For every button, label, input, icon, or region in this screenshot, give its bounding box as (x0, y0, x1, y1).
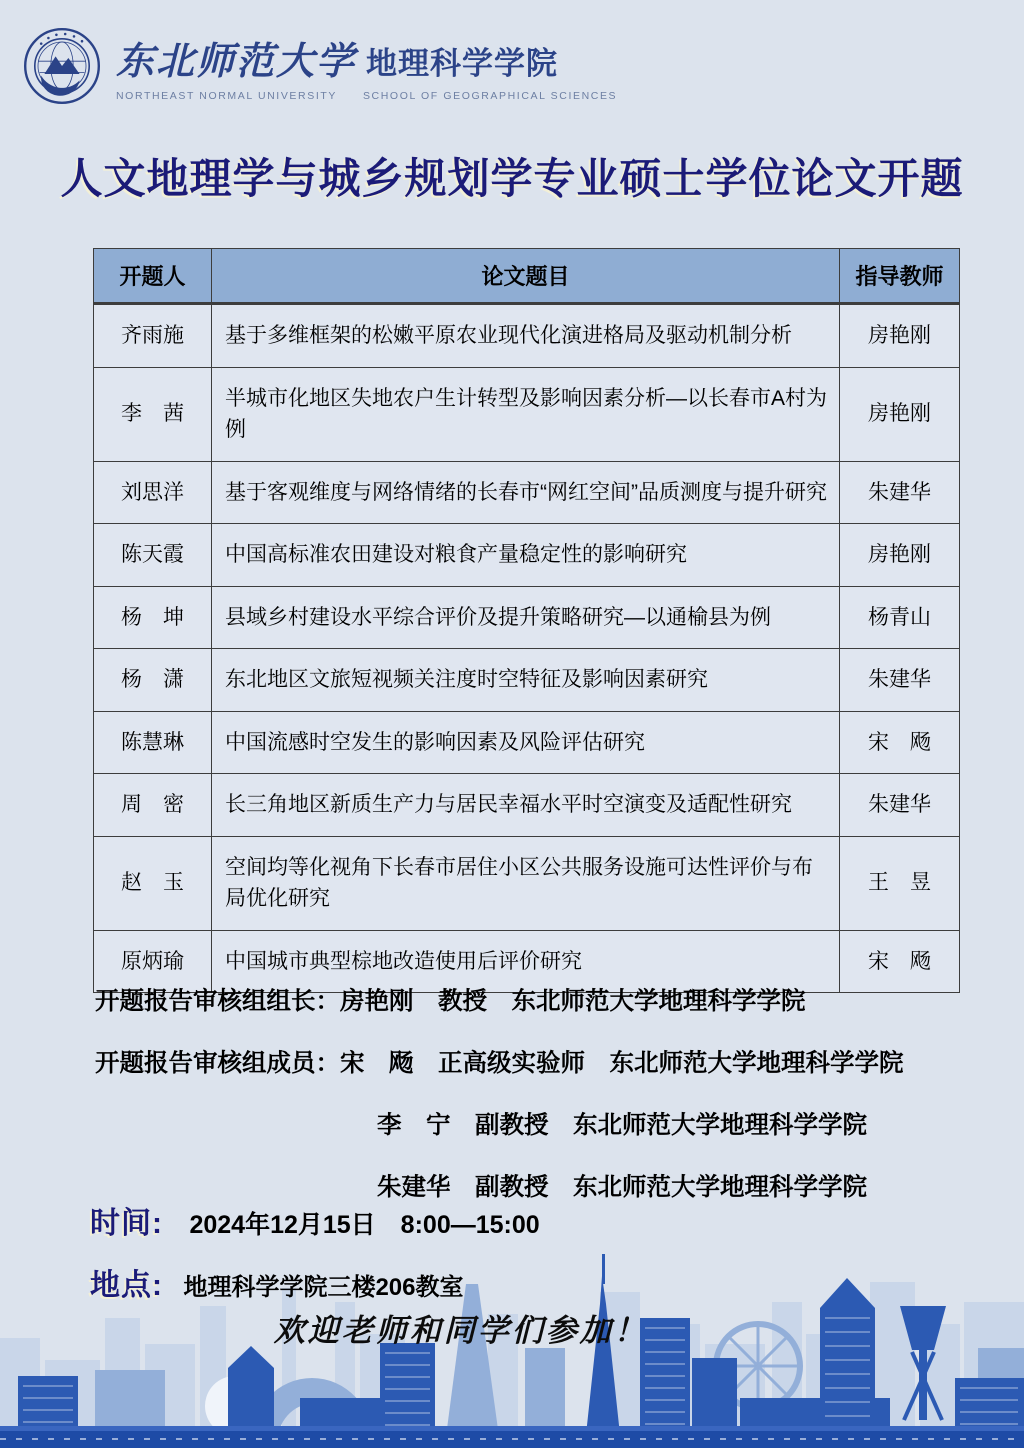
location-label: 地点: (90, 1269, 163, 1302)
thesis-title-cell: 空间均等化视角下长春市居住小区公共服务设施可达性评价与布局优化研究 (212, 836, 840, 930)
location-value: 地理科学学院三楼206教室 (183, 1274, 464, 1301)
table-row (94, 586, 960, 649)
school-name-en: SCHOOL OF GEOGRAPHICAL SCIENCES (362, 90, 618, 102)
thesis-title-cell: 基于多维框架的松嫩平原农业现代化演进格局及驱动机制分析 (212, 304, 840, 368)
thesis-title-cell: 中国城市典型棕地改造使用后评价研究 (212, 930, 840, 993)
committee-member-line: 朱建华 副教授 东北师范大学地理科学学院 (377, 1174, 867, 1201)
table-row (94, 711, 960, 774)
university-name-cn: 东北师范大学 (116, 38, 357, 83)
school-name-cn: 地理科学学院 (366, 46, 559, 81)
presenter-name-cell: 杨 潇 (94, 649, 212, 712)
welcome-message: 欢迎老师和同学们参加！ (273, 1313, 648, 1349)
table-row (94, 367, 960, 461)
thesis-title-cell: 中国流感时空发生的影响因素及风险评估研究 (212, 711, 840, 774)
university-seal-icon (22, 26, 102, 106)
advisor-cell: 房艳刚 (840, 304, 960, 368)
presenter-name-cell: 原炳瑜 (94, 930, 212, 993)
university-name-en: NORTHEAST NORMAL UNIVERSITY (116, 90, 337, 102)
table-header-row (94, 249, 960, 304)
advisor-cell: 房艳刚 (840, 367, 960, 461)
presenter-name-cell: 杨 坤 (94, 586, 212, 649)
thesis-title-cell: 基于客观维度与网络情绪的长春市“网红空间”品质测度与提升研究 (212, 461, 840, 524)
presenter-name-cell: 李 茜 (94, 367, 212, 461)
presenter-name-cell: 陈慧琳 (94, 711, 212, 774)
table-row (94, 774, 960, 837)
location-row (90, 1260, 464, 1304)
thesis-table (93, 248, 960, 993)
table-body (94, 304, 960, 993)
thesis-title-cell: 中国高标准农田建设对粮食产量稳定性的影响研究 (212, 524, 840, 587)
thesis-title-cell: 东北地区文旅短视频关注度时空特征及影响因素研究 (212, 649, 840, 712)
advisor-cell: 宋 飏 (840, 930, 960, 993)
thesis-title-cell: 半城市化地区失地农户生计转型及影响因素分析—以长春市A村为例 (212, 367, 840, 461)
brand-block (116, 30, 617, 102)
time-row (90, 1198, 540, 1242)
advisor-cell: 朱建华 (840, 461, 960, 524)
table-row (94, 649, 960, 712)
time-value: 2024年12月15日 8:00—15:00 (189, 1211, 540, 1239)
thesis-title-cell: 县域乡村建设水平综合评价及提升策略研究—以通榆县为例 (212, 586, 840, 649)
table-row (94, 524, 960, 587)
committee-block (95, 982, 904, 1230)
column-header: 指导教师 (840, 249, 960, 304)
advisor-cell: 宋 飏 (840, 711, 960, 774)
advisor-cell: 房艳刚 (840, 524, 960, 587)
committee-chair-line: 开题报告审核组组长：房艳刚 教授 东北师范大学地理科学学院 (95, 988, 806, 1015)
presenter-name-cell: 赵 玉 (94, 836, 212, 930)
committee-member-line: 李 宁 副教授 东北师范大学地理科学学院 (377, 1112, 867, 1139)
presenter-name-cell: 陈天霞 (94, 524, 212, 587)
advisor-cell: 朱建华 (840, 649, 960, 712)
thesis-table-wrap (93, 248, 959, 993)
presenter-name-cell: 刘思洋 (94, 461, 212, 524)
time-label: 时间: (90, 1207, 163, 1240)
table-row (94, 304, 960, 368)
column-header: 论文题目 (212, 249, 840, 304)
presenter-name-cell: 齐雨施 (94, 304, 212, 368)
committee-member-line: 开题报告审核组成员：宋 飏 正高级实验师 东北师范大学地理科学学院 (95, 1050, 904, 1077)
advisor-cell: 朱建华 (840, 774, 960, 837)
presenter-name-cell: 周 密 (94, 774, 212, 837)
table-row (94, 836, 960, 930)
advisor-cell: 杨青山 (840, 586, 960, 649)
table-row (94, 461, 960, 524)
page-header (22, 26, 617, 106)
thesis-title-cell: 长三角地区新质生产力与居民幸福水平时空演变及适配性研究 (212, 774, 840, 837)
column-header: 开题人 (94, 249, 212, 304)
advisor-cell: 王 昱 (840, 836, 960, 930)
page-title: 人文地理学与城乡规划学专业硕士学位论文开题 (60, 155, 964, 202)
